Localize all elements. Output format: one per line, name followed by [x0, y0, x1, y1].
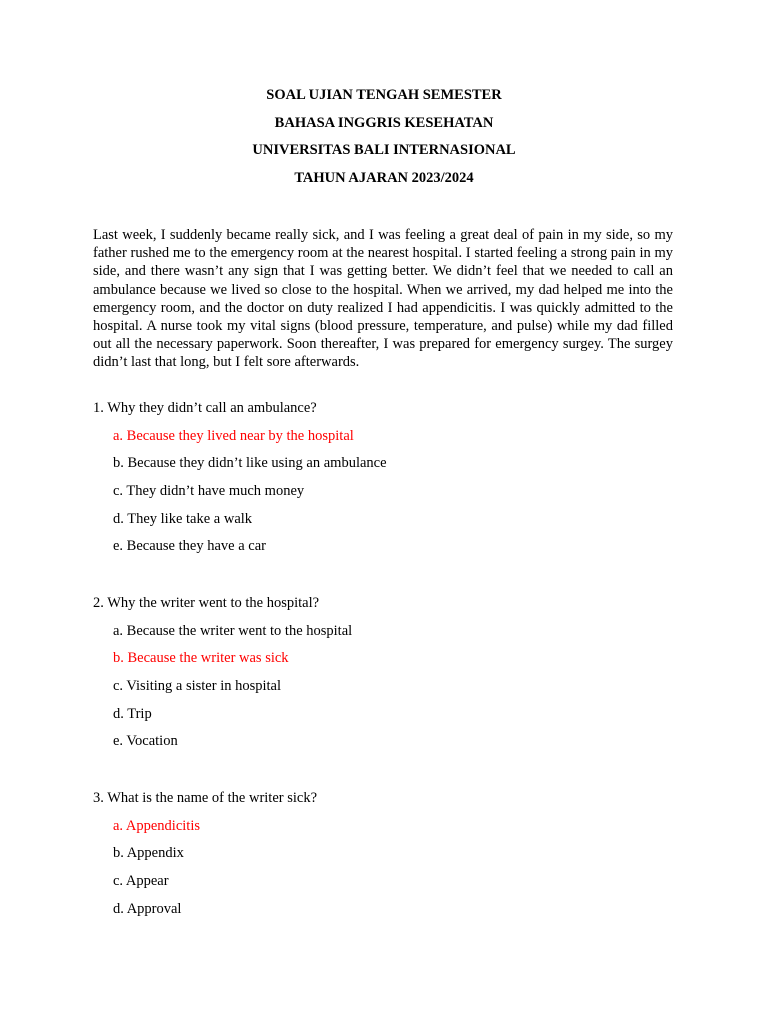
question-3-option-c: c. Appear	[113, 873, 169, 890]
question-text: 3. What is the name of the writer sick?	[93, 790, 318, 806]
question-2-option-e: e. Vocation	[113, 733, 178, 750]
exam-header	[0, 86, 768, 197]
question-1-option-d: d. They like take a walk	[113, 510, 253, 527]
question-2	[93, 594, 693, 760]
question-1-option-c: c. They didn’t have much money	[113, 483, 305, 500]
header-course-name: BAHASA INGGRIS KESEHATAN	[274, 114, 494, 131]
question-text: 2. Why the writer went to the hospital?	[93, 595, 320, 611]
question-2-option-c: c. Visiting a sister in hospital	[113, 678, 282, 695]
header-university: UNIVERSITAS BALI INTERNASIONAL	[252, 142, 516, 159]
question-2-option-a: a. Because the writer went to the hospital	[113, 622, 353, 639]
question-1-option-a: a. Because they lived near by the hospital	[113, 427, 354, 444]
question-3-option-a: a. Appendicitis	[113, 817, 200, 834]
question-text: 1. Why they didn’t call an ambulance?	[93, 400, 317, 416]
question-3-option-b: b. Appendix	[113, 845, 184, 862]
question-1-option-b: b. Because they didn’t like using an ambulance	[113, 455, 387, 472]
question-3-option-d: d. Approval	[113, 900, 182, 917]
question-1-option-e: e. Because they have a car	[113, 538, 266, 555]
header-exam-title: SOAL UJIAN TENGAH SEMESTER	[266, 87, 502, 103]
question-2-option-b: b. Because the writer was sick	[113, 650, 289, 667]
question-1	[93, 399, 693, 565]
header-academic-year: TAHUN AJARAN 2023/2024	[294, 170, 474, 187]
question-2-option-d: d. Trip	[113, 705, 152, 722]
question-3	[93, 789, 693, 927]
reading-passage: Last week, I suddenly became really sick, and I was feeling a great deal of pain in my side, so my father rushed me to the emergency room at the nearest hospital. I started feeling a strong pain in my side, and there wasn’t any sign that I was getting better. We didn’t feel that we needed to call an ambulance because we lived so close to the hospital. When we arrived, my dad helped me into the emergency room, and the doctor on duty realized I had appendicitis. I was quickly admitted to the hospital. A nurse took my vital signs (blood pressure, temperature, and pulse) while my dad filled out all the necessary paperwork. Soon thereafter, I was prepared for emergency surgey. The surgey didn’t last that long, but I felt sore afterwards.	[93, 227, 673, 371]
